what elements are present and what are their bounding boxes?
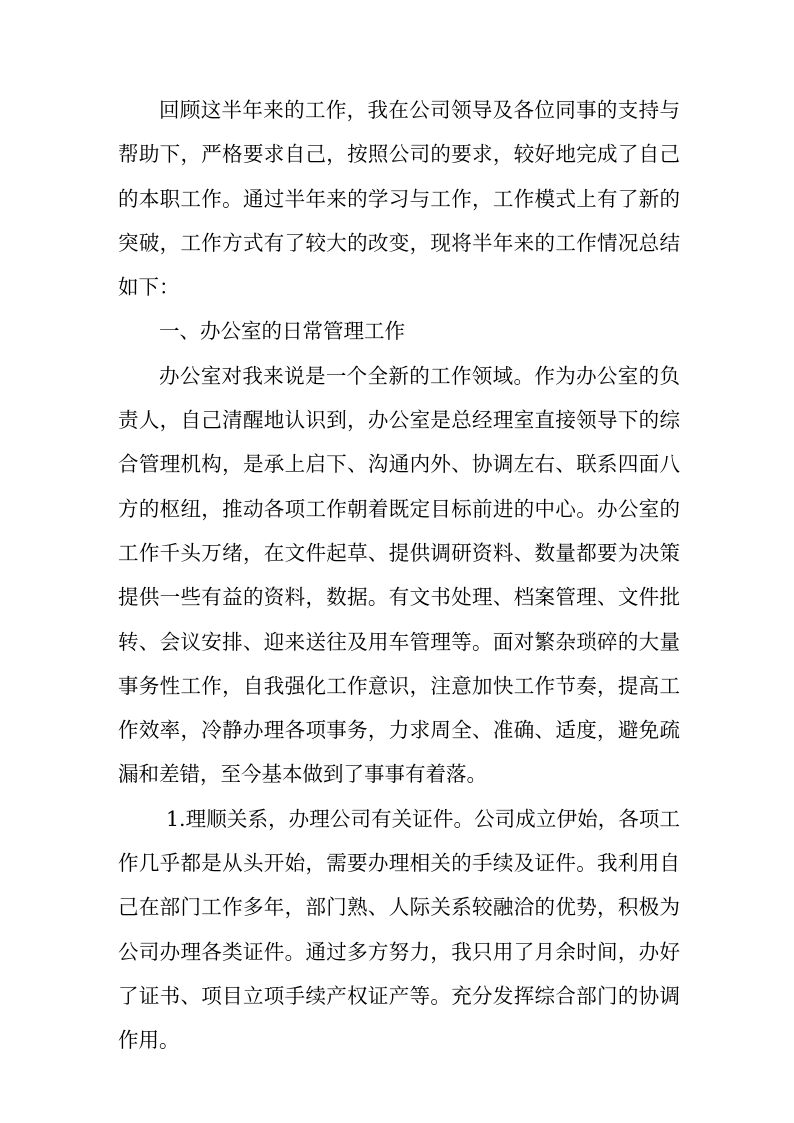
section-heading: 一、办公室的日常管理工作 bbox=[159, 319, 405, 344]
intro-paragraph: 回顾这半年来的工作，我在公司领导及各位同事的支持与帮助下，严格要求自己，按照公司的要求，较好地完成了自己的本职工作。通过半年来的学习与工作，工作模式上有了新的突破，工作方式有了较大的改变，现将半年来的工作情况总结如下： bbox=[118, 98, 680, 300]
section-paragraph: 办公室对我来说是一个全新的工作领域。作为办公室的负责人，自己清醒地认识到，办公室是总经理室直接领导下的综合管理机构，是承上启下、沟通内外、协调左右、联系四面八方的枢纽，推动各项工作朝着既定目标前进的中心。办公室的工作千头万绪，在文件起草、提供调研资料、数量都要为决策提供一些有益的资料，数据。有文书处理、档案管理、文件批转、会议安排、迎来送往及用车管理等。面对繁杂琐碎的大量事务性工作，自我强化工作意识，注意加快工作节奏，提高工作效率，冷静办理各项事务，力求周全、准确、适度，避免疏漏和差错，至今基本做到了事事有着落。 bbox=[118, 363, 680, 787]
list-item-paragraph: 1.理顺关系，办理公司有关证件。公司成立伊始，各项工作几乎都是从头开始，需要办理相关的手续及证件。我利用自己在部门工作多年，部门熟、人际关系较融洽的优势，积极为公司办理各类证件。通过多方努力，我只用了月余时间，办好了证书、项目立项手续产权证产等。充分发挥综合部门的协调作用。 bbox=[118, 806, 680, 1053]
document-body bbox=[118, 88, 680, 1063]
